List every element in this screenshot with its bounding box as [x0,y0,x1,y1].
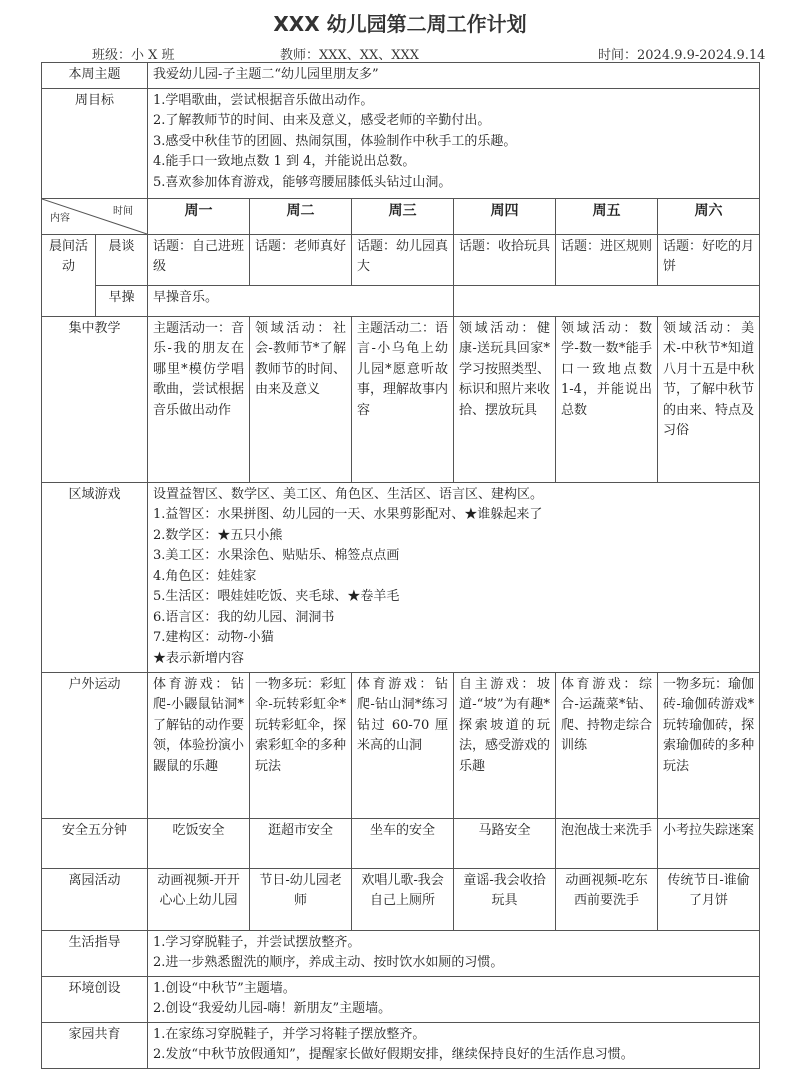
talk-cell: 话题：幼儿园真大 [352,234,454,285]
area-item: 3.美工区：水果涂色、贴贴乐、棉签点点画 [153,548,400,563]
teaching-cell: 领域活动：健康-送玩具回家*学习按照类型、标识和照片来收拾、摆放玩具 [454,316,556,482]
safety-cell: 坐车的安全 [352,818,454,868]
day-header: 周六 [658,198,760,234]
outdoor-cell: 一物多玩：彩虹伞-玩转彩虹伞*玩转彩虹伞，探索彩虹伞的多种玩法 [250,672,352,818]
morning-label: 晨间活动 [42,234,96,316]
safety-cell: 小考拉失踪迷案 [658,818,760,868]
life-item: 2.进一步熟悉盥洗的顺序，养成主动、按时饮水如厕的习惯。 [153,955,504,970]
teaching-row [42,316,760,482]
morning-talk-row [42,234,760,285]
goal-item: 2.了解教师节的时间、由来及意义，感受老师的辛勤付出。 [153,113,491,128]
area-item: 4.角色区：娃娃家 [153,568,257,584]
header-row [42,198,760,234]
header-content: 内容 [50,213,70,224]
safety-row [42,818,760,868]
goal-item: 1.学唱歌曲，尝试根据音乐做出动作。 [153,92,374,108]
leave-cell: 节日-幼儿园老师 [250,868,352,930]
goals-label: 周目标 [42,88,148,198]
safety-cell: 逛超市安全 [250,818,352,868]
day-header: 周三 [352,198,454,234]
theme-row [42,63,760,89]
area-label: 区域游戏 [42,482,148,672]
env-item: 2.创设“我爱幼儿园-嗨！新朋友”主题墙。 [153,1001,392,1016]
header-time: 时间 [113,205,134,217]
leave-row [42,868,760,930]
area-item: 7.建构区：动物-小猫 [153,630,274,645]
goal-item: 5.喜欢参加体育游戏，能够弯腰屈膝低头钻过山洞。 [153,174,452,190]
exercise-cell: 早操音乐。 [148,285,454,316]
home-item: 1.在家练习穿脱鞋子，并学习将鞋子摆放整齐。 [153,1026,426,1042]
safety-cell: 泡泡战士来洗手 [556,818,658,868]
area-row [42,482,760,672]
talk-cell: 话题：好吃的月饼 [658,234,760,285]
outdoor-cell: 体育游戏：钻爬-钻山洞*练习钻过 60-70 厘米高的山洞 [352,672,454,818]
home-item: 2.发放“中秋节放假通知”，提醒家长做好假期安排，继续保持良好的生活作息习惯。 [153,1047,634,1062]
outdoor-cell: 体育游戏：综合-运蔬菜*钻、爬、持物走综合训练 [556,672,658,818]
talk-cell: 话题：自己进班级 [148,234,250,285]
env-row [42,976,760,1022]
talk-label: 晨谈 [96,234,148,285]
outdoor-cell: 自主游戏：坡道-“坡”为有趣*探索坡道的玩法，感受游戏的乐趣 [454,672,556,818]
area-item: 设置益智区、数学区、美工区、角色区、生活区、语言区、建构区。 [153,486,544,502]
talk-cell: 话题：老师真好 [250,234,352,285]
leave-cell: 传统节日-谁偷了月饼 [658,868,760,930]
day-header: 周一 [148,198,250,234]
outdoor-row [42,672,760,818]
life-item: 1.学习穿脱鞋子，并尝试摆放整齐。 [153,934,361,950]
class-label: 班级：小 X 班 [92,48,175,63]
talk-cell: 话题：进区规则 [556,234,658,285]
life-list [148,930,760,976]
safety-label: 安全五分钟 [42,818,148,868]
goals-row [42,88,760,198]
area-item: 1.益智区：水果拼图、幼儿园的一天、水果剪影配对、★谁躲起来了 [153,507,543,522]
goal-item: 4.能手口一致地点数 1 到 4，并能说出总数。 [153,154,416,169]
teaching-label: 集中教学 [42,316,148,482]
leave-cell: 童谣-我会收拾玩具 [454,868,556,930]
page-title: XXX 幼儿园第二周工作计划 [273,12,527,36]
safety-cell: 吃饭安全 [148,818,250,868]
outdoor-cell: 一物多玩：瑜伽砖-瑜伽砖游戏*玩转瑜伽砖，探索瑜伽砖的多种玩法 [658,672,760,818]
outdoor-label: 户外运动 [42,672,148,818]
time-label: 时间：2024.9.9-2024.9.14 [598,48,766,63]
exercise-empty [454,285,760,316]
morning-exercise-row [42,285,760,316]
theme-label: 本周主题 [42,63,148,89]
header-corner [42,198,148,234]
home-label: 家园共育 [42,1022,148,1068]
exercise-label: 早操 [96,285,148,316]
life-row [42,930,760,976]
teaching-cell: 领域活动：美术-中秋节*知道八月十五是中秋节，了解中秋节的由来、特点及习俗 [658,316,760,482]
goal-item: 3.感受中秋佳节的团圆、热闹氛围，体验制作中秋手工的乐趣。 [153,133,517,149]
home-row [42,1022,760,1068]
teaching-cell: 领域活动：数学-数一数*能手口一致地点数 1-4，并能说出总数 [556,316,658,482]
day-header: 周五 [556,198,658,234]
day-header: 周二 [250,198,352,234]
area-item: 2.数学区：★五只小熊 [153,527,283,543]
env-list [148,976,760,1022]
safety-cell: 马路安全 [454,818,556,868]
talk-cell: 话题：收拾玩具 [454,234,556,285]
env-label: 环境创设 [42,976,148,1022]
day-header: 周四 [454,198,556,234]
area-list [148,482,760,672]
env-item: 1.创设“中秋节”主题墙。 [153,980,296,996]
theme-value: 我爱幼儿园-子主题二“幼儿园里朋友多” [148,63,760,89]
teaching-cell: 主题活动一：音乐-我的朋友在哪里*模仿学唱歌曲，尝试根据音乐做出动作 [148,316,250,482]
home-list [148,1022,760,1068]
area-item: 6.语言区：我的幼儿园、洞洞书 [153,609,335,625]
teacher-label: 教师：XXX、XX、XXX [280,48,420,63]
outdoor-cell: 体育游戏：钻爬-小鼹鼠钻洞*了解钻的动作要领，体验扮演小鼹鼠的乐趣 [148,672,250,818]
life-label: 生活指导 [42,930,148,976]
teaching-cell: 主题活动二：语言-小乌龟上幼儿园*愿意听故事，理解故事内容 [352,316,454,482]
leave-label: 离园活动 [42,868,148,930]
leave-cell: 动画视频-开开心心上幼儿园 [148,868,250,930]
leave-cell: 动画视频-吃东西前要洗手 [556,868,658,930]
area-item: ★表示新增内容 [153,650,245,666]
teaching-cell: 领域活动：社会-教师节*了解教师节的时间、由来及意义 [250,316,352,482]
goals-list [148,88,760,198]
plan-table [41,62,760,1069]
leave-cell: 欢唱儿歌-我会自己上厕所 [352,868,454,930]
area-item: 5.生活区：喂娃娃吃饭、夹毛球、★卷羊毛 [153,589,400,604]
